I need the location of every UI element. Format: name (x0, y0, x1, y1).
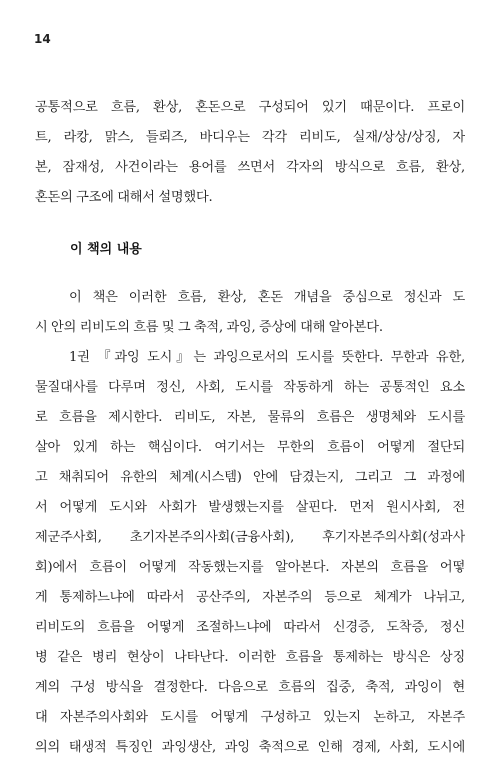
text-line: 리비도의 흐름을 어떻게 조절하느냐에 따라서 신경증, 도착증, 정신 (35, 620, 465, 635)
page-number: 14 (34, 32, 51, 46)
text-line: 혼돈의 구조에 대해서 설명했다. (35, 190, 213, 205)
text-line: 서 어떻게 도시와 사회가 발생했는지를 살핀다. 먼저 원시사회, 전 (35, 500, 465, 515)
text-line: 공통적으로 흐름, 환상, 혼돈으로 구성되어 있기 때문이다. 프로이 (35, 100, 465, 115)
text-line: 시 안의 리비도의 흐름 및 그 축적, 과잉, 증상에 대해 알아본다. (35, 320, 383, 335)
text-line: 로 흐름을 제시한다. 리비도, 자본, 물류의 흐름은 생명체와 도시를 (35, 410, 465, 425)
text-line: 1권 『과잉 도시』는 과잉으로서의 도시를 뜻한다. 무한과 유한, (69, 350, 465, 365)
text-line: 게 통제하느냐에 따라서 공산주의, 자본주의 등으로 체계가 나뉘고, (35, 590, 465, 605)
text-line: 계의 구성 방식을 결정한다. 다음으로 흐름의 집중, 축적, 과잉이 현 (35, 680, 465, 695)
text-line: 대 자본주의사회와 도시를 어떻게 구성하고 있는지 논하고, 자본주 (35, 710, 465, 725)
text-line: 병 같은 병리 현상이 나타난다. 이러한 흐름을 통제하는 방식은 상징 (35, 650, 465, 665)
section-body (35, 283, 465, 763)
section-heading: 이 책의 내용 (70, 242, 142, 257)
text-line: 이 책은 이러한 흐름, 환상, 혼돈 개념을 중심으로 정신과 도 (69, 290, 465, 305)
text-line: 살아 있게 하는 핵심이다. 여기서는 무한의 흐름이 어떻게 절단되 (35, 440, 465, 455)
text-line: 고 채취되어 유한의 체계(시스템) 안에 담겼는지, 그리고 그 과정에 (35, 470, 465, 485)
text-line: 본, 잠재성, 사건이라는 용어를 쓰면서 각자의 방식으로 흐름, 환상, (35, 160, 465, 175)
text-line: 물질대사를 다루며 정신, 사회, 도시를 작동하게 하는 공통적인 요소 (35, 380, 465, 395)
text-line: 의의 태생적 특징인 과잉생산, 과잉 축적으로 인해 경제, 사회, 도시에 (35, 740, 465, 755)
text-line: 트, 라캉, 맑스, 들뢰즈, 바디우는 각각 리비도, 실재/상상/상징, 자 (35, 130, 465, 145)
intro-paragraph (35, 93, 465, 213)
text-line: 제군주사회, 초기자본주의사회(금융사회), 후기자본주의사회(성과사 (35, 530, 465, 545)
text-line: 회)에서 흐름이 어떻게 작동했는지를 알아본다. 자본의 흐름을 어떻 (35, 560, 465, 575)
